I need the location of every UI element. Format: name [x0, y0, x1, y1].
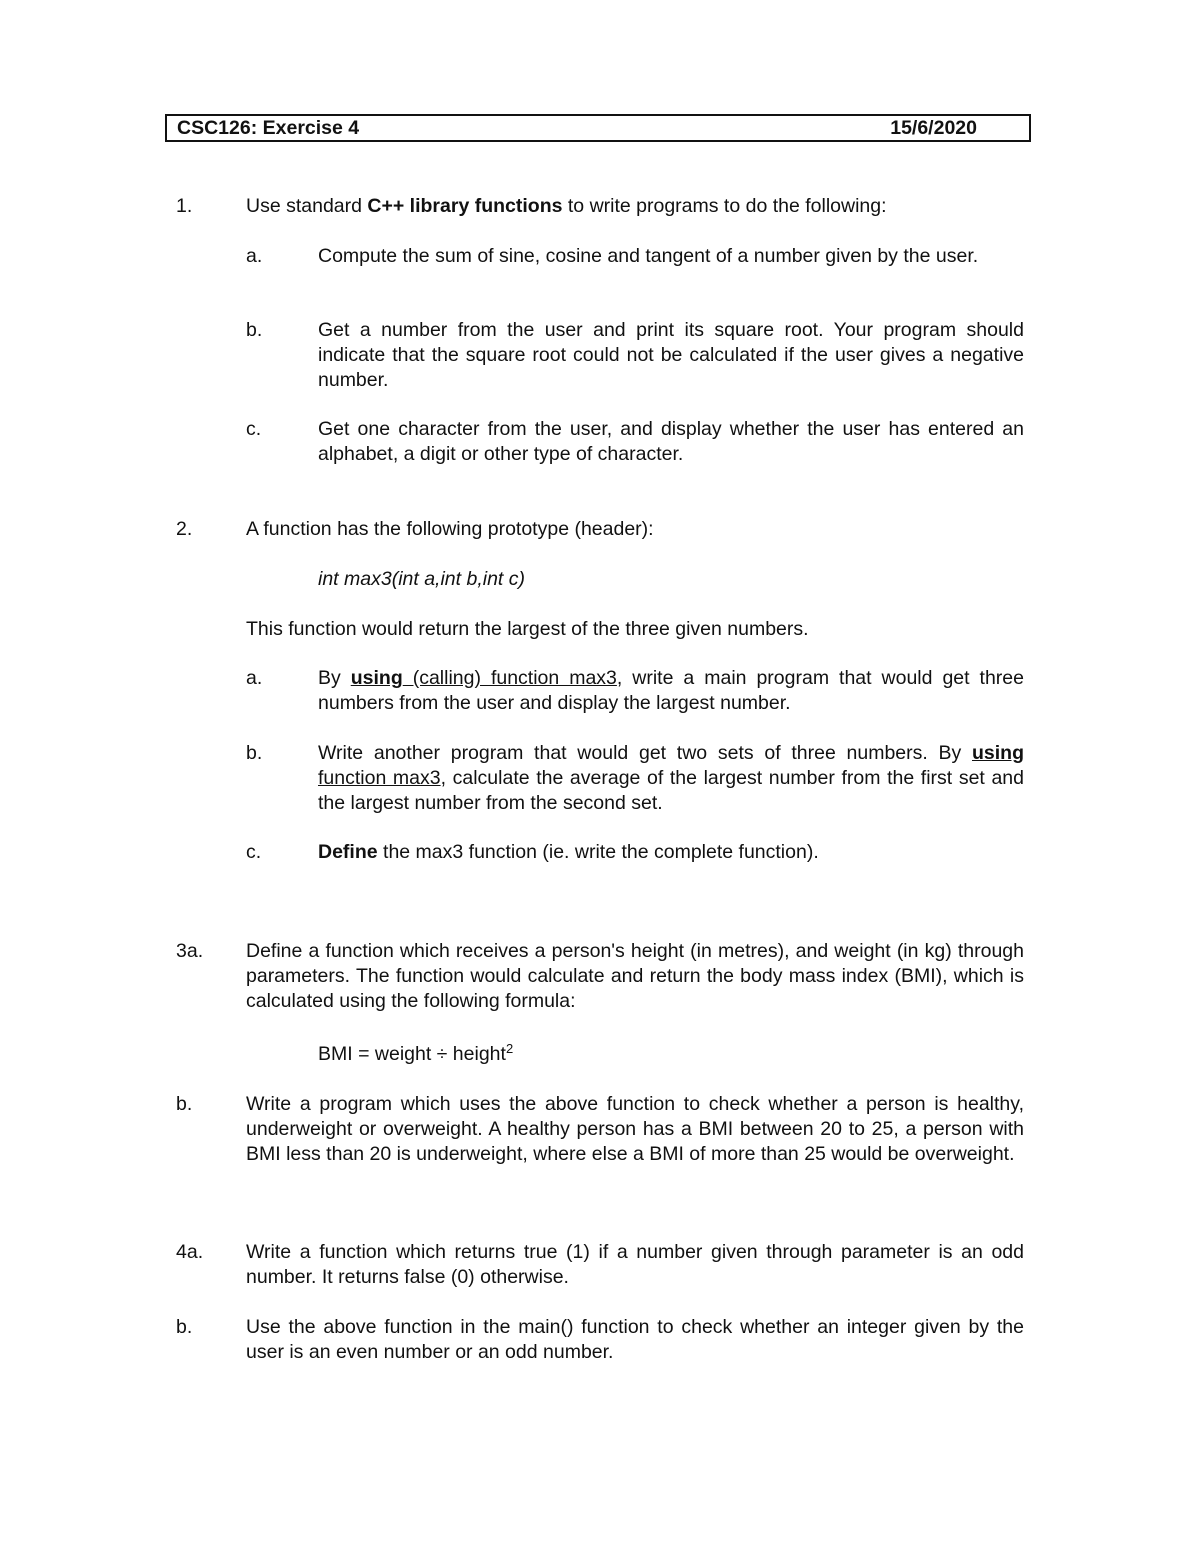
q1a-text: Compute the sum of sine, cosine and tangent of a number given by the user.	[318, 245, 979, 267]
q1-intro: Use standard C++ library functions to write programs to do the following:	[246, 195, 887, 217]
q4b-text: Use the above function in the main() function to check whether an integer given by the user is an even number or an odd number.	[246, 1316, 1024, 1363]
q4a-number: 4a.	[176, 1241, 204, 1263]
q2a-label: a.	[246, 667, 263, 689]
q1c-label: c.	[246, 418, 262, 440]
q3b-number: b.	[176, 1093, 193, 1115]
q3a-number: 3a.	[176, 940, 204, 962]
q1b-label: b.	[246, 319, 263, 341]
q1c-text: Get one character from the user, and display whether the user has entered an alphabet, a digit or other type of character.	[318, 418, 1024, 465]
q2c-label: c.	[246, 841, 262, 863]
q3b-text: Write a program which uses the above function to check whether a person is healthy, underweight or overweight. A healthy person has a BMI between 20 to 25, a person with BMI less than 20 is underweight, where else a BMI of more than 25 would be overweight.	[246, 1093, 1024, 1165]
q4a-text: Write a function which returns true (1) if a number given through parameter is an odd number. It returns false (0) otherwise.	[246, 1241, 1024, 1288]
q1a-label: a.	[246, 245, 263, 267]
q2c-text: Define the max3 function (ie. write the complete function).	[318, 841, 819, 863]
q2b-label: b.	[246, 742, 263, 764]
q3a-text: Define a function which receives a person's height (in metres), and weight (in kg) through parameters. The function would calculate and return the body mass index (BMI), which is calculated using the following formula:	[246, 940, 1024, 1012]
q1b-text: Get a number from the user and print its square root. Your program should indicate that the square root could not be calculated if the user gives a negative number.	[318, 319, 1024, 391]
q2b-text: Write another program that would get two sets of three numbers. By using function max3, calculate the average of the largest number from the first set and the largest number from the second set.	[318, 742, 1024, 814]
q2-description: This function would return the largest of the three given numbers.	[246, 618, 809, 640]
header-box	[165, 114, 1031, 142]
q2a-text: By using (calling) function max3, write a main program that would get three numbers from the user and display the largest number.	[318, 667, 1024, 714]
bmi-formula: BMI = weight ÷ height$^2$	[318, 1041, 514, 1065]
header-date: 15/6/2020	[890, 116, 977, 139]
q1-number: 1.	[176, 195, 193, 217]
q4b-number: b.	[176, 1316, 193, 1338]
course-title: CSC126: Exercise 4	[177, 116, 360, 139]
q2-number: 2.	[176, 518, 193, 540]
q2-intro: A function has the following prototype (header):	[246, 518, 654, 540]
q2-prototype: int max3(int a,int b,int c)	[318, 568, 525, 590]
